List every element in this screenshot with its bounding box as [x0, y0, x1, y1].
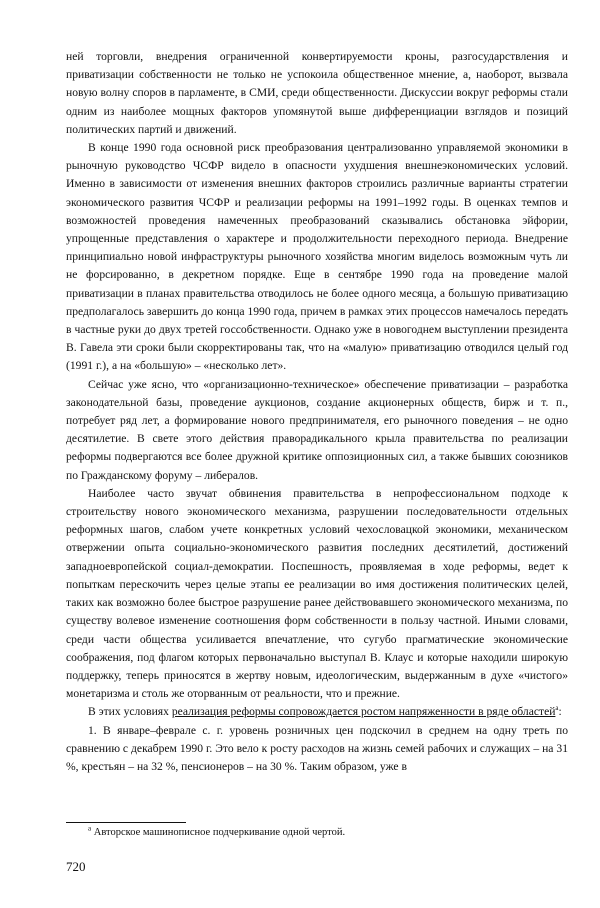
- page-body-text: [66, 48, 568, 776]
- page-number: 720: [66, 859, 86, 874]
- paragraph-tension: [66, 703, 568, 721]
- footnote-marker-label: a: [88, 824, 92, 833]
- footnote-text: Авторское машинописное подчеркивание одной чертой.: [93, 827, 346, 838]
- paragraph-reform-risk: В конце 1990 года основной риск преобразования централизованно управляемой экономики в рыночную руководство ЧСФР видело в опасности ухудшения внешнеэкономических условий. Именно в зависимости от изменения внешних факторов строились различные варианты стратегии экономического развития ЧСФР и реализации реформы на 1991–1992 годы. В оценках темпов и возможностей проведения намеченных преобразований сказывались обстановка эйфории, упрощенные представления о характере и продолжительности переходного периода. Внедрение принципиально новой инфраструктуры рыночного хозяйства многим виделось возможным чуть ли не форсированно, в декретном порядке. Еще в сентябре 1990 года на проведение малой приватизации в планах правительства отводилось не более одного месяца, а большую приватизацию предполагалось завершить до конца 1990 года, причем в рамках этих процессов намечалось передать в частные руки до двух третей госсобственности. Однако уже в новогоднем выступлении президента В. Гавела эти сроки были скорректированы так, что на «малую» приватизацию отводился целый год (1991 г.), а на «большую» – «несколько лет».: [66, 141, 568, 373]
- footnote: [88, 826, 568, 840]
- paragraph-continuation: ней торговли, внедрения ограниченной конвертируемости кроны, разгосударствления и приватизации собственности не только не успокоила общественное мнение, а, наоборот, вызвала новую волну споров в парламенте, в СМИ, среди общественности. Дискуссии вокруг реформы стали одним из наиболее мощных факторов упомянутой выше дифференциации взглядов и позиций политических партий и движений.: [66, 50, 568, 136]
- tension-lead-text: В этих условиях: [88, 705, 172, 719]
- footnote-marker: a: [555, 704, 559, 713]
- paragraph-privatization: Сейчас уже ясно, что «организационно-техническое» обеспечение приватизации – разработка законодательной базы, проведение аукционов, создание акционерных обществ, бирж и т. п., потребует ряд лет, а формирование нового предпринимателя, его рыночного поведения – не одно десятилетие. В свете этого действия праворадикального крыла правительства по реализации реформы подвергаются все более дружной критике оппозиционных сил, а также бывших союзников по Гражданскому форуму – либералов.: [66, 377, 568, 482]
- footnote-divider: [66, 822, 186, 823]
- paragraph-list-item-1: 1. В январе–феврале с. г. уровень розничных цен подскочил в среднем на одну треть по сравнению с декабрем 1990 г. Это вело к росту расходов на жизнь семей рабочих и служащих – на 31 %, крестьян – на 32 %, пенсионеров – на 30 %. Таким образом, уже в: [66, 723, 568, 773]
- paragraph-criticism: Наиболее часто звучат обвинения правительства в непрофессиональном подходе к строительству нового экономического механизма, разрушении последовательности отдельных реформных шагов, слабом учете конкретных условий чехословацкой экономики, механическом отвержении опыта социально-экономического развития последних десятилетий, достижений западноевропейской социал-демократии. Поспешность, проявляемая в ходе реформы, ведет к попыткам перескочить через целые этапы ее реализации во имя достижения политических целей, таких как возможно более быстрое разрушение ранее действовавшего экономического механизма, по существу волевое изменение соотношения форм собственности в пользу частной. Иными словами, среди части общества усиливается впечатление, что сугубо прагматические экономические соображения, под флагом которых первоначально выступал В. Клаус и которые находили широкую поддержку, теперь приносятся в жертву новым, идеологическим, выдержанным в духе «чистого» монетаризма и столь же оторванным от реальности, что и прежние.: [66, 486, 568, 701]
- underlined-phrase: реализация реформы сопровождается ростом напряженности в ряде областей: [171, 705, 556, 719]
- tension-trailing-text: :: [558, 705, 562, 719]
